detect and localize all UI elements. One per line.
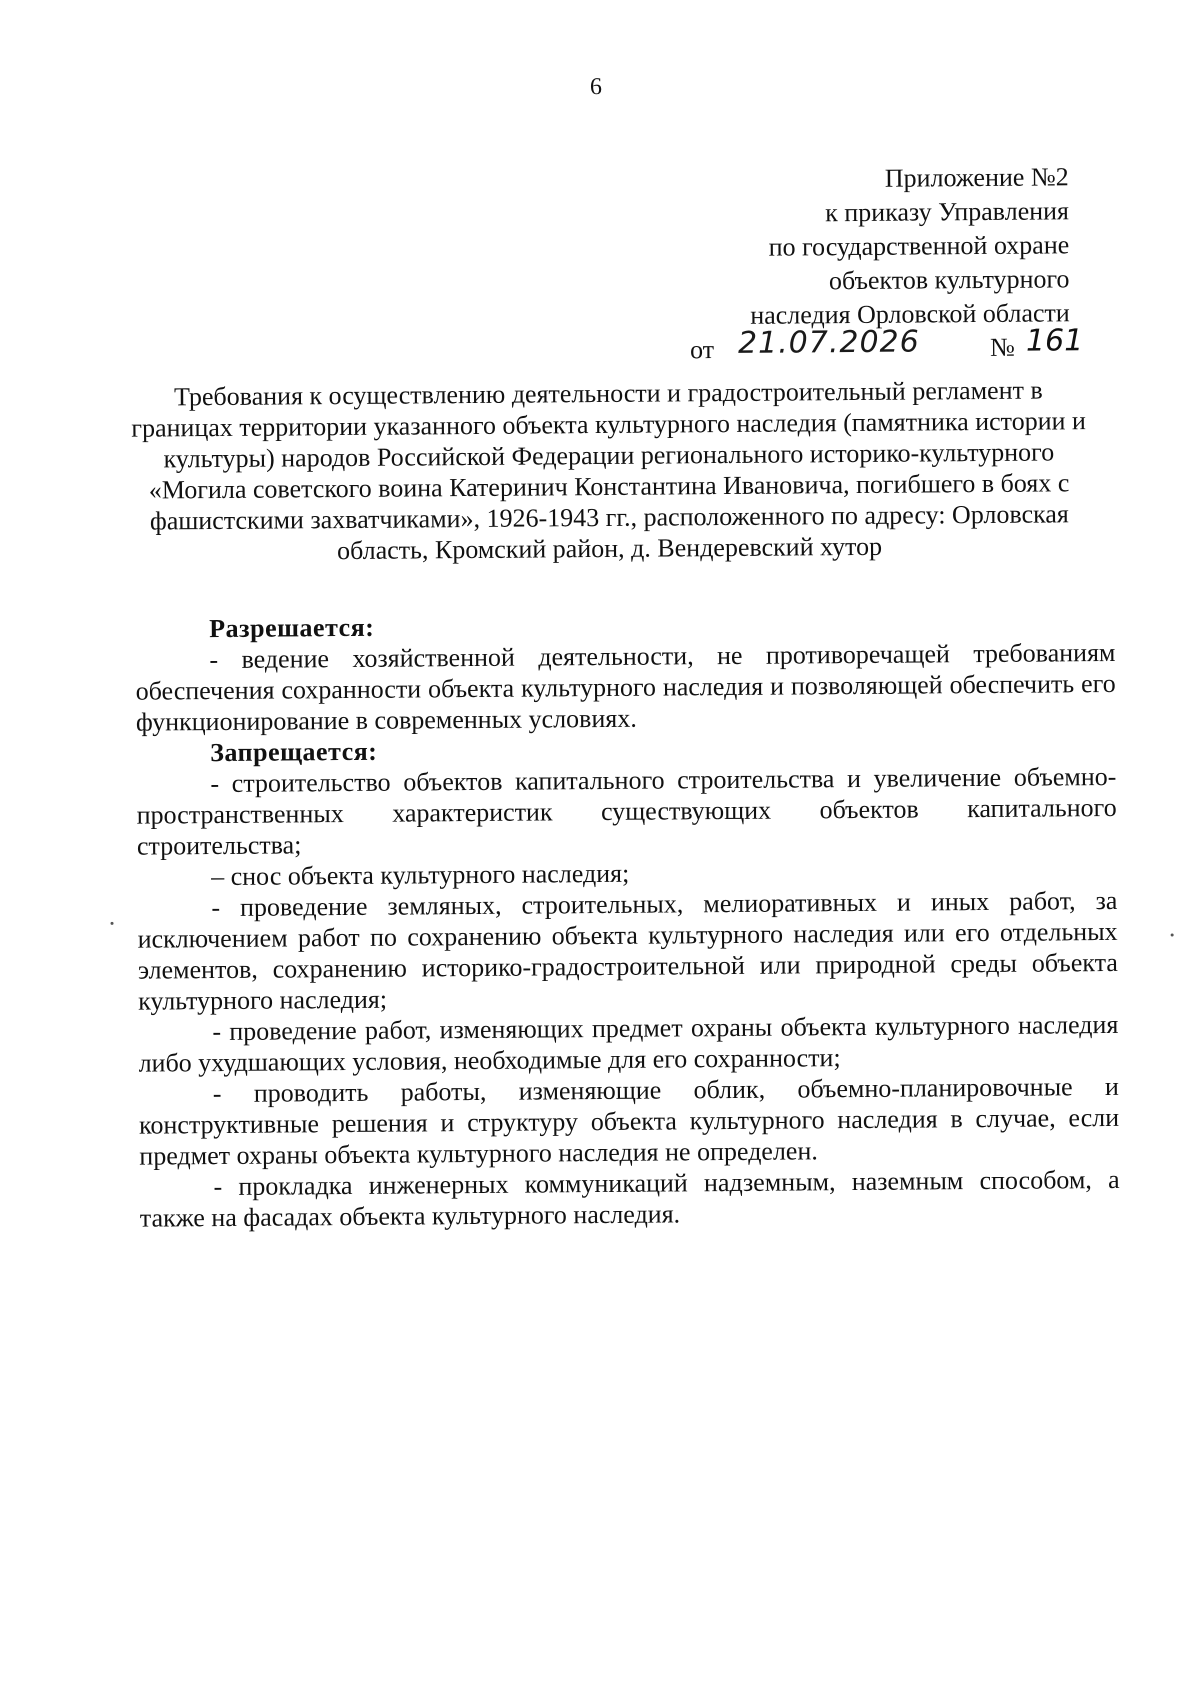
- date-label: от: [689, 335, 715, 365]
- scan-speck: [1171, 934, 1174, 937]
- prohibited-item: – снос объекта культурного наследия;: [211, 858, 630, 892]
- scan-speck: [111, 922, 114, 925]
- number-label: №: [989, 332, 1015, 362]
- annex-line: объектов культурного: [828, 264, 1070, 296]
- prohibited-item: - строительство объектов капитального строительства и увеличение объемно-пространственных характеристик существующих объектов капитального строительства;: [136, 761, 1117, 861]
- prohibited-item: - проводить работы, изменяющие облик, объемно-планировочные и конструктивные решения и структуру объекта культурного наследия в случае, если предмет охраны объекта культурного наследия не определен.: [138, 1071, 1120, 1171]
- page-number: 6: [589, 73, 603, 101]
- document-body: [135, 606, 1120, 1234]
- annex-line: по государственной охране: [768, 230, 1070, 262]
- prohibited-item: - проведение работ, изменяющих предмет охраны объекта культурного наследия либо ухудшающих условия, необходимые для его сохранности;: [138, 1009, 1119, 1078]
- prohibited-heading: Запрещается:: [210, 736, 378, 768]
- annex-line: к приказу Управления: [825, 196, 1070, 228]
- handwritten-number: 161: [1025, 323, 1084, 359]
- allowed-heading: Разрешается:: [209, 612, 375, 644]
- prohibited-item: - прокладка инженерных коммуникаций надземным, наземным способом, а также на фасадах объекта культурного наследия.: [139, 1164, 1120, 1233]
- document-title: Требования к осуществлению деятельности и градостроительный регламент в границах территории указанного объекта культурного наследия (памятника истории и культуры) народов Российской Федерации регионального историко-культурного «Могила советского воина Катеринич Константина Ивановича, погибшего в боях с фашистскими захватчиками», 1926-1943 гг., расположенного по адресу: Орловская область, Кромский район, д. Вендеревский хутор: [131, 375, 1087, 566]
- annex-line: наследия Орловской области: [750, 298, 1070, 330]
- annex-line: Приложение №2: [884, 162, 1069, 193]
- annex-block: [689, 160, 1084, 369]
- prohibited-item: - проведение земляных, строительных, мелиоративных и иных работ, за исключением работ по сохранению объекта культурного наследия или его отдельных элементов, сохранению историко-градостроительной или природной среды объекта культурного наследия;: [137, 885, 1118, 1016]
- allowed-item: - ведение хозяйственной деятельности, не противоречащей требованиям обеспечения сохранности объекта культурного наследия и позволяющей обеспечить его функционирование в современных условиях.: [135, 637, 1116, 737]
- handwritten-date: 21.07.2026: [737, 324, 920, 361]
- date-number-line: [689, 323, 1084, 369]
